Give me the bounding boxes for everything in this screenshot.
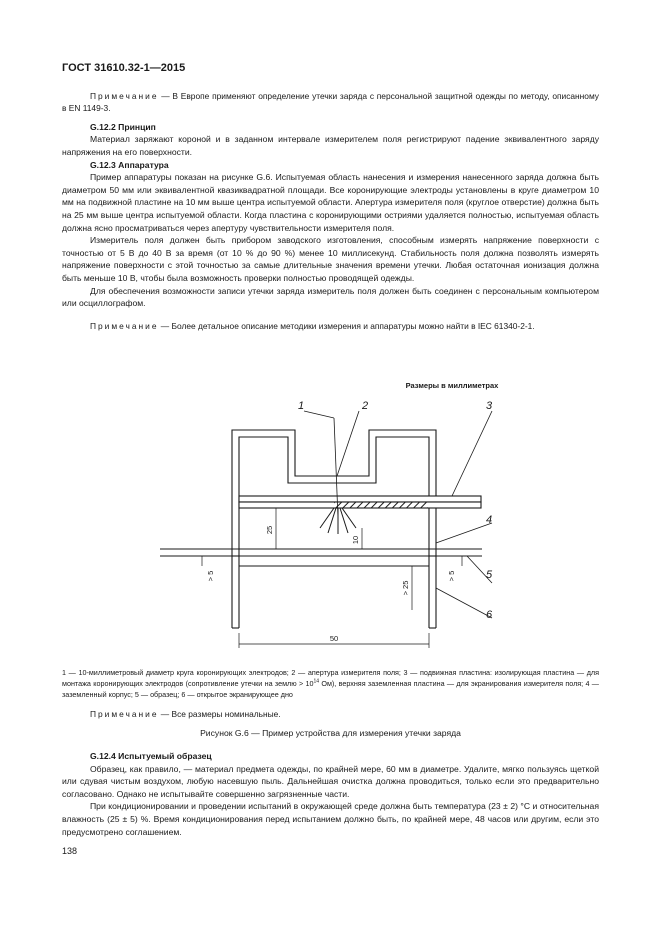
callout-6: 6 xyxy=(486,609,493,621)
note-text: — Более детальное описание методики измерения и аппаратуры можно найти в IEC 61340-2-1. xyxy=(158,320,535,331)
callout-2: 2 xyxy=(362,400,369,412)
figure-legend xyxy=(62,668,599,700)
section-heading-g123: G.12.3 Аппаратура xyxy=(90,159,169,170)
paragraph-specimen-1: Образец, как правило, — материал предмета одежды, по крайней мере, 60 мм в диаметре. Удалите, мягко пользуясь щеткой или сдувая чистым воздухом, любую насевшую пыль. Дальнейшая очистка должна проводиться, только если это предварительно согласовано. Однако не испытывайте совершенно загрязненные части. xyxy=(62,763,599,799)
units-note: Размеры в миллиметрах xyxy=(405,381,499,390)
dimension-5-left: > 5 xyxy=(206,570,215,582)
callout-5: 5 xyxy=(486,569,493,581)
legend-text-end: Ом), верхняя заземленная пластина — для экранирования измерителя поля; 4 — заземленный корпус; 5 — образец; 6 — открытое экранирующее дно xyxy=(62,678,599,699)
grounded-housing xyxy=(232,430,436,556)
paragraph-apparatus-1: Пример аппаратуры показан на рисунке G.6. Испытуемая область нанесения и измерения нанесенного заряда должна быть диаметром 50 мм или эквивалентной квазиквадратной площади. Все коронирующие электроды установлены в круге диаметром 10 мм на подвижной пластине на 10 мм выше центра испытуемой области. Апертура измерителя поля (круглое отверстие) должна быть на 25 мм выше центра испытуемой области. Когда пластина с коронирующими остриями удаляется полностью, испытуемая область должна ясно просматриваться через апертуру чувствительности измерителя поля. xyxy=(62,172,599,233)
note-europe xyxy=(62,90,599,115)
figure-caption: Рисунок G.6 — Пример устройства для измерения утечки заряда xyxy=(200,728,461,738)
moving-plate xyxy=(239,496,481,508)
legend-superscript: 14 xyxy=(313,678,320,685)
paragraph-apparatus-2: Измеритель поля должен быть прибором заводского изготовления, способным измерять напряжение поверхности с точностью от 5 В до 40 В за время (от 10 % до 90 %) менее 10 миллисекунд. Стабильность поля должна позволять измерять напряжение поверхности с этой точностью за самые длительные значения времени утечки. Любая остаточная ионизация должна быть меньше 10 В, чтобы была возможность проверки полностью проводящей одежды. xyxy=(62,235,599,283)
note-text: — В Европе применяют определение утечки заряда с персональной защитной одежды по методу, описанному в EN 1149-3. xyxy=(62,91,599,114)
page-number: 138 xyxy=(62,846,78,856)
figure-g6 xyxy=(62,378,599,658)
note-label: Примечание xyxy=(90,320,159,331)
dimension-25-lower: > 25 xyxy=(401,580,410,596)
dimensions xyxy=(202,508,462,648)
apparatus-diagram xyxy=(62,378,599,658)
dimension-10: 10 xyxy=(351,535,360,545)
text-block-bottom xyxy=(62,750,599,838)
note-dimensions-block xyxy=(62,708,599,720)
paragraph-apparatus-3: Для обеспечения возможности записи утечки заряда измеритель поля должен быть соединен с персональным компьютером или осциллографом. xyxy=(62,285,599,309)
callout-3: 3 xyxy=(486,400,493,412)
note-label: Примечание xyxy=(90,709,159,719)
dimension-50: 50 xyxy=(329,634,339,643)
callout-4: 4 xyxy=(486,514,493,526)
note-iec xyxy=(62,320,599,332)
standard-header: ГОСТ 31610.32-1—2015 xyxy=(62,62,186,74)
dimension-25: 25 xyxy=(265,525,274,535)
dimension-5-right: > 5 xyxy=(447,570,456,582)
paragraph-specimen-2: При кондиционировании и проведении испытаний в окружающей среде должна быть температура (23 ± 2) °С и относительная влажность (25 ± 5) %. Время кондиционирования перед испытанием должно быть, по крайней мере, 48 часов или другим, если это предусмотрено соглашением. xyxy=(62,801,599,837)
legend-text-start: 1 — 10-миллиметровый диаметр круга коронирующих электродов; 2 — апертура измерителя поля; 3 — подвижная пластина: изолирующая пластина — для монтажа коронирующих электродов (сопротивление утечки на землю > 10 xyxy=(62,668,599,688)
note-text: — Все размеры номинальные. xyxy=(158,709,281,719)
text-block-top xyxy=(62,90,599,332)
note-label: Примечание xyxy=(90,91,159,101)
specimen xyxy=(160,549,482,556)
note-nominal xyxy=(62,708,599,720)
callout-leaders xyxy=(304,411,492,618)
paragraph-principle: Материал заряжают короной и в заданном интервале измерителем поля регистрируют падение эквивалентного заряду напряжения на его поверхности. xyxy=(62,134,599,157)
section-heading-g122: G.12.2 Принцип xyxy=(90,121,156,132)
section-heading-g124: G.12.4 Испытуемый образец xyxy=(90,751,212,761)
callout-1: 1 xyxy=(298,400,305,412)
